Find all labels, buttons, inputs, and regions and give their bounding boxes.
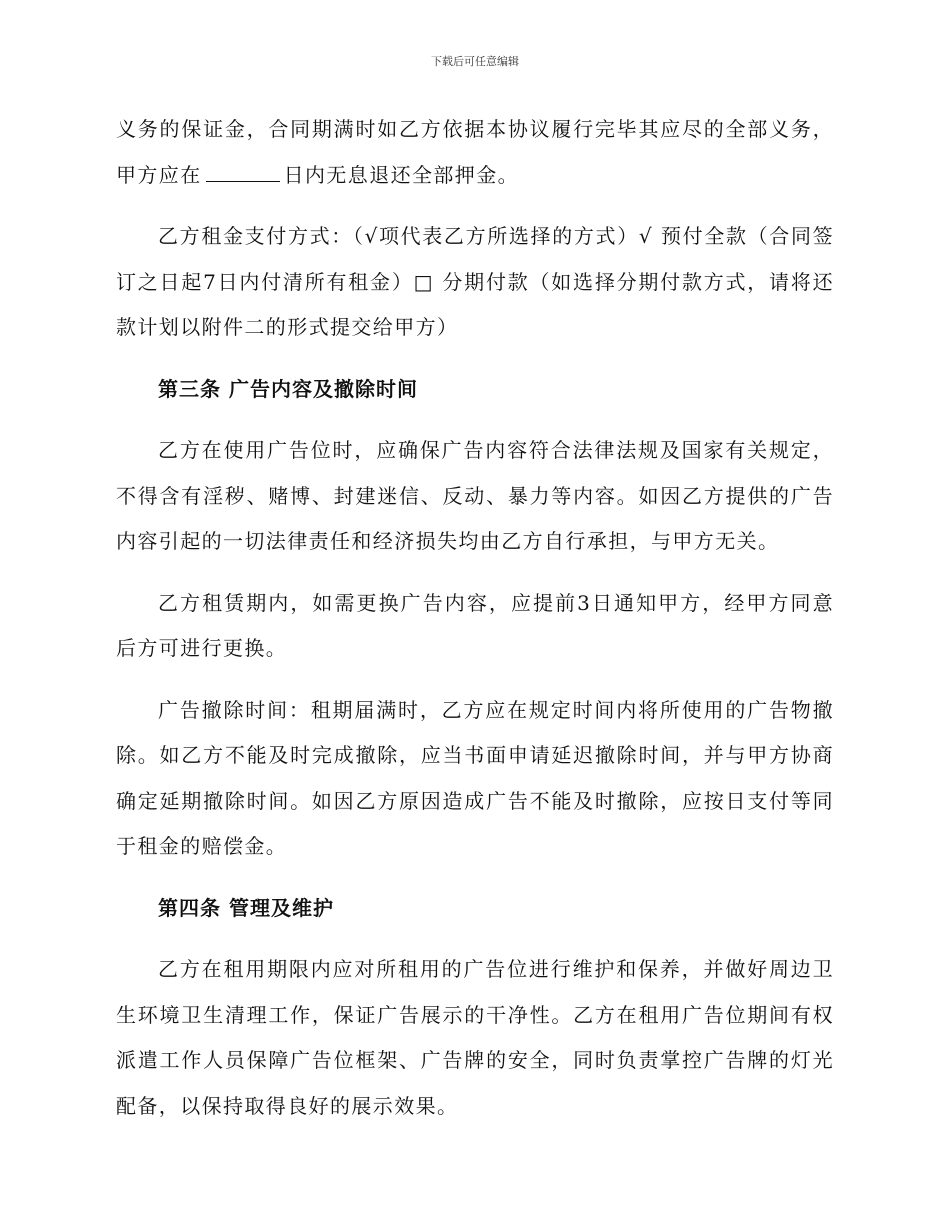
- section-heading-3: 第三条 广告内容及撤除时间: [158, 376, 418, 401]
- document-body: [116, 107, 834, 1145]
- section-heading-4: 第四条 管理及维护: [158, 895, 334, 920]
- paragraph-deposit-text-end: 日内无息退还全部押金。: [283, 162, 520, 187]
- paragraph-ad-change: 乙方租赁期内，如需更换广告内容，应提前3日通知甲方，经甲方同意后方可进行更换。: [116, 590, 834, 660]
- paragraph-maintenance: 乙方在租用期限内应对所租用的广告位进行维护和保养，并做好周边卫生环境卫生清理工作，保证广告展示的干净性。乙方在租用广告位期间有权派遣工作人员保障广告位框架、广告牌的安全，同时负责掌控广告牌的灯光配备，以保持取得良好的展示效果。: [116, 957, 834, 1118]
- paragraph-ad-content: 乙方在使用广告位时，应确保广告内容符合法律法规及国家有关规定，不得含有淫秽、赌博、封建迷信、反动、暴力等内容。如因乙方提供的广告内容引起的一切法律责任和经济损失均由乙方自行承担，与甲方无关。: [116, 438, 834, 553]
- page-header: 下载后可任意编辑: [431, 55, 519, 68]
- paragraph-payment-method: 乙方租金支付方式：（√项代表乙方所选择的方式）√ 预付全款（合同签订之日起7日内付清所有租金）□ 分期付款（如选择分期付款方式，请将还款计划以附件二的形式提交给甲方）: [116, 224, 834, 339]
- paragraph-ad-removal: 广告撤除时间：租期届满时，乙方应在规定时间内将所使用的广告物撤除。如乙方不能及时完成撤除，应当书面申请延迟撤除时间，并与甲方协商确定延期撤除时间。如因乙方原因造成广告不能及时撤除，应按日支付等同于租金的赔偿金。: [116, 697, 834, 858]
- paragraph-deposit-text: 义务的保证金，合同期满时如乙方依据本协议履行完毕其应尽的全部义务，甲方应在: [116, 117, 834, 187]
- paragraph-deposit: [116, 107, 834, 198]
- blank-days-field: [206, 163, 280, 182]
